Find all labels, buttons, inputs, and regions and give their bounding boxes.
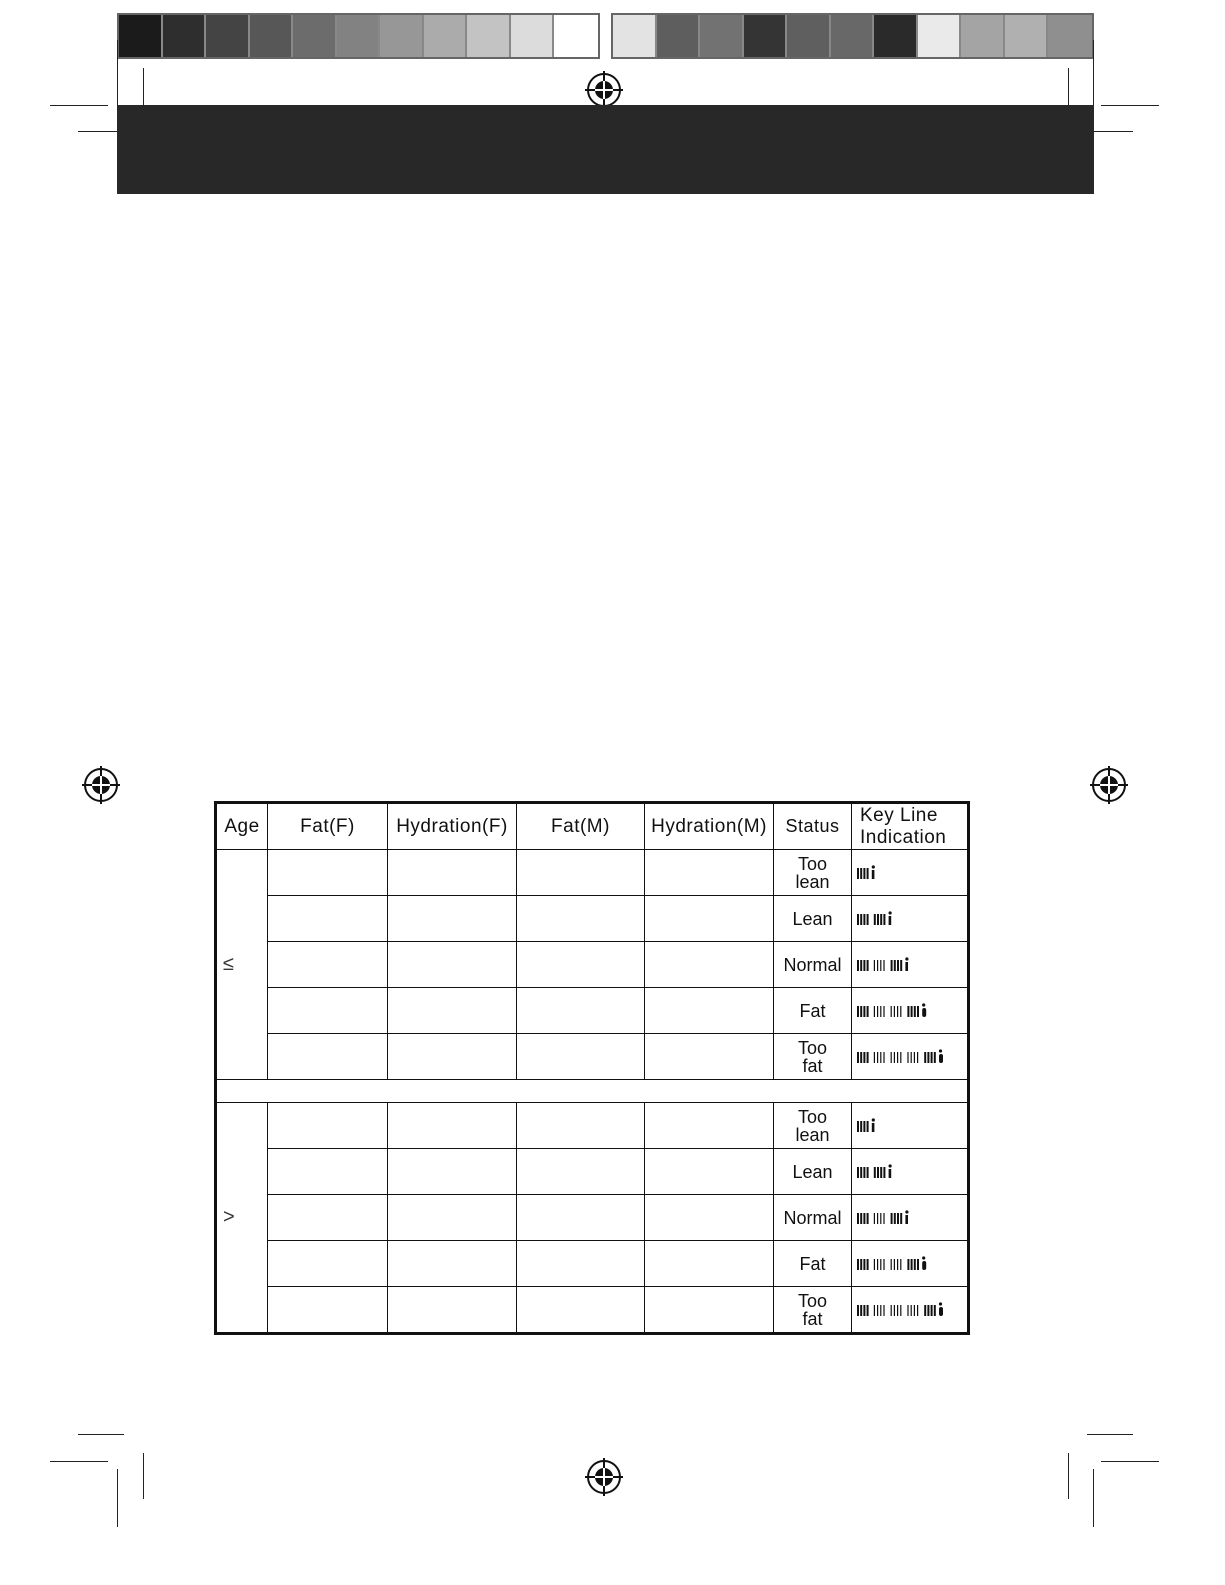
- fat-f-cell: [268, 1287, 388, 1334]
- key-line-bar: [911, 1006, 913, 1017]
- hydration-f-cell: [388, 1103, 517, 1149]
- key-line-bar: [931, 1305, 933, 1316]
- body-fat-table: [214, 801, 970, 1335]
- table-row: [216, 1195, 969, 1241]
- status-label: Normal: [783, 954, 842, 975]
- key-line-bar: [857, 1167, 859, 1178]
- key-line-bar: [877, 1052, 878, 1063]
- fat-f-cell: [268, 850, 388, 896]
- header-fat-m: Fat(M): [517, 803, 645, 850]
- key-line-bar: [863, 914, 865, 925]
- hydration-f-cell: [388, 988, 517, 1034]
- header-hydration-f: Hydration(F): [388, 803, 517, 850]
- color-swatch: [961, 15, 1005, 57]
- color-swatch: [380, 15, 424, 57]
- status-label: Normal: [783, 1207, 842, 1228]
- status-cell: [774, 1034, 852, 1080]
- table-row: [216, 942, 969, 988]
- fat-m-cell: [517, 850, 645, 896]
- color-swatch: [511, 15, 555, 57]
- key-line-bars-icon: [857, 911, 897, 927]
- key-line-bar: [880, 960, 881, 971]
- key-line-pointer: [889, 1169, 892, 1178]
- key-line-bar: [911, 1305, 912, 1316]
- key-line-bar: [867, 1213, 869, 1224]
- fat-f-cell: [268, 1034, 388, 1080]
- fat-m-cell: [517, 1241, 645, 1287]
- key-line-bar: [883, 1006, 884, 1017]
- key-line-bar: [857, 1259, 859, 1270]
- fat-f-cell: [268, 1149, 388, 1195]
- key-line-bar: [874, 1213, 875, 1224]
- age-symbol: >: [216, 1103, 268, 1334]
- fat-m-cell: [517, 1103, 645, 1149]
- crop-mark: [1101, 1461, 1159, 1462]
- key-line-bar: [857, 1305, 859, 1316]
- key-line-indicator: [852, 942, 969, 988]
- key-line-bar: [877, 1167, 879, 1178]
- key-line-bar: [860, 914, 862, 925]
- hydration-f-cell: [388, 942, 517, 988]
- key-line-bar: [867, 1052, 869, 1063]
- color-swatch: [744, 15, 788, 57]
- fat-m-cell: [517, 1287, 645, 1334]
- header-key-line: [852, 803, 969, 850]
- key-line-bar: [867, 960, 869, 971]
- status-cell: [774, 896, 852, 942]
- header-hydration-m: Hydration(M): [645, 803, 774, 850]
- color-swatch: [337, 15, 381, 57]
- key-line-bar: [894, 1213, 896, 1224]
- key-line-bar: [877, 960, 878, 971]
- key-line-bar: [907, 1052, 908, 1063]
- status-cell: [774, 1149, 852, 1195]
- key-line-bar: [891, 960, 893, 971]
- key-line-bar: [867, 1259, 869, 1270]
- key-line-bar: [927, 1052, 929, 1063]
- key-line-bar: [857, 960, 859, 971]
- key-line-pointer-dot: [872, 1119, 875, 1122]
- key-line-bar: [880, 1259, 881, 1270]
- crop-mark: [1101, 105, 1159, 106]
- key-line-bar: [894, 960, 896, 971]
- hydration-m-cell: [645, 850, 774, 896]
- color-swatch: [613, 15, 657, 57]
- header-banner: [117, 105, 1094, 194]
- key-line-bar: [900, 1305, 901, 1316]
- key-line-bar: [894, 1259, 895, 1270]
- key-line-bar: [877, 1305, 878, 1316]
- key-line-bar: [874, 1167, 876, 1178]
- status-cell: [774, 988, 852, 1034]
- key-line-bar: [891, 1259, 892, 1270]
- key-line-bar: [891, 1052, 892, 1063]
- key-line-bar: [897, 1006, 898, 1017]
- key-line-bar: [900, 1006, 901, 1017]
- key-line-bar: [883, 960, 884, 971]
- hydration-f-cell: [388, 1241, 517, 1287]
- fat-m-cell: [517, 988, 645, 1034]
- key-line-bar: [934, 1305, 936, 1316]
- color-swatch: [163, 15, 207, 57]
- key-line-bar: [911, 1052, 912, 1063]
- key-line-bar: [897, 1305, 898, 1316]
- crop-mark: [78, 1434, 124, 1435]
- key-line-bar: [874, 960, 875, 971]
- key-line-pointer: [872, 1123, 875, 1132]
- status-label-line-2: fat: [802, 1055, 823, 1076]
- header-key-line-1: Key Line: [860, 804, 938, 826]
- color-calibration-strip-left: [117, 13, 600, 59]
- key-line-bar: [860, 1167, 862, 1178]
- key-line-indicator: [852, 896, 969, 942]
- status-cell: [774, 1287, 852, 1334]
- key-line-indicator: [852, 1103, 969, 1149]
- header-age: Age: [216, 803, 268, 850]
- table-row: [216, 1149, 969, 1195]
- color-swatch: [874, 15, 918, 57]
- key-line-bars-icon: [857, 1003, 931, 1019]
- key-line-bar: [891, 1213, 893, 1224]
- key-line-pointer: [905, 1215, 908, 1224]
- key-line-bar: [914, 1052, 915, 1063]
- crop-mark: [50, 105, 108, 106]
- key-line-bar: [900, 1259, 901, 1270]
- status-label-line-2: lean: [795, 871, 830, 892]
- key-line-bar: [860, 1052, 862, 1063]
- status-cell: [774, 1241, 852, 1287]
- hydration-m-cell: [645, 1034, 774, 1080]
- hydration-m-cell: [645, 1287, 774, 1334]
- key-line-bar: [880, 1167, 882, 1178]
- key-line-bar: [863, 1213, 865, 1224]
- hydration-m-cell: [645, 988, 774, 1034]
- key-line-bar: [897, 960, 899, 971]
- table-row: [216, 1287, 969, 1334]
- key-line-bar: [863, 960, 865, 971]
- key-line-pointer: [939, 1054, 943, 1063]
- key-line-bar: [863, 1167, 865, 1178]
- key-line-bar: [877, 1006, 878, 1017]
- hydration-m-cell: [645, 1195, 774, 1241]
- table-row: [216, 988, 969, 1034]
- key-line-pointer-dot: [939, 1050, 942, 1053]
- key-line-bars-icon: [857, 1256, 931, 1272]
- hydration-m-cell: [645, 1103, 774, 1149]
- status-cell: [774, 1195, 852, 1241]
- key-line-bar: [883, 1167, 885, 1178]
- registration-mark-icon: [585, 1458, 623, 1496]
- status-cell: [774, 1103, 852, 1149]
- color-swatch: [831, 15, 875, 57]
- status-label: Too: [797, 1037, 828, 1058]
- crop-mark: [117, 40, 118, 112]
- key-line-bars-icon: [857, 1302, 948, 1318]
- fat-m-cell: [517, 1195, 645, 1241]
- key-line-pointer-dot: [905, 1211, 908, 1214]
- color-swatch: [700, 15, 744, 57]
- color-swatch: [250, 15, 294, 57]
- key-line-bar: [860, 960, 862, 971]
- key-line-bar: [934, 1052, 936, 1063]
- key-line-bars-icon: [857, 957, 914, 973]
- color-swatch: [119, 15, 163, 57]
- key-line-bar: [857, 1213, 859, 1224]
- key-line-bar: [863, 1121, 865, 1132]
- key-line-bar: [900, 1052, 901, 1063]
- hydration-f-cell: [388, 1034, 517, 1080]
- key-line-pointer-dot: [872, 866, 875, 869]
- key-line-bar: [883, 1213, 884, 1224]
- key-line-bar: [914, 1259, 916, 1270]
- key-line-bar: [891, 1006, 892, 1017]
- key-line-bar: [924, 1305, 926, 1316]
- key-line-pointer: [922, 1008, 926, 1017]
- key-line-bar: [867, 1305, 869, 1316]
- fat-f-cell: [268, 942, 388, 988]
- key-line-bar: [863, 1305, 865, 1316]
- key-line-bar: [860, 868, 862, 879]
- key-line-bar: [867, 1121, 869, 1132]
- table-row: [216, 850, 969, 896]
- status-cell: [774, 942, 852, 988]
- fat-f-cell: [268, 1103, 388, 1149]
- status-cell: [774, 850, 852, 896]
- key-line-bar: [867, 868, 869, 879]
- key-line-bar: [880, 1006, 881, 1017]
- key-line-bar: [874, 1305, 875, 1316]
- key-line-pointer-dot: [889, 912, 892, 915]
- color-swatch: [206, 15, 250, 57]
- key-line-bar: [907, 1006, 909, 1017]
- hydration-f-cell: [388, 896, 517, 942]
- key-line-bar: [914, 1006, 916, 1017]
- status-label: Too: [797, 1290, 828, 1311]
- crop-mark: [1093, 1469, 1094, 1527]
- color-swatch: [1048, 15, 1092, 57]
- color-swatch: [918, 15, 962, 57]
- fat-m-cell: [517, 1034, 645, 1080]
- key-line-bar: [907, 1259, 909, 1270]
- key-line-indicator: [852, 988, 969, 1034]
- registration-mark-icon: [585, 71, 623, 109]
- key-line-bar: [897, 1213, 899, 1224]
- key-line-bar: [907, 1305, 908, 1316]
- key-line-bars-icon: [857, 1049, 948, 1065]
- color-swatch: [293, 15, 337, 57]
- key-line-bar: [897, 1259, 898, 1270]
- table-header-row: [216, 803, 969, 850]
- key-line-bar: [891, 1305, 892, 1316]
- header-key-line-2: Indication: [860, 826, 947, 848]
- key-line-pointer-dot: [889, 1165, 892, 1168]
- key-line-indicator: [852, 1195, 969, 1241]
- separator-cell: [216, 1080, 969, 1103]
- key-line-bar: [917, 1006, 919, 1017]
- key-line-bar: [894, 1052, 895, 1063]
- key-line-bar: [883, 1259, 884, 1270]
- key-line-bar: [900, 1213, 902, 1224]
- status-label: Lean: [792, 1161, 833, 1182]
- fat-f-cell: [268, 1195, 388, 1241]
- key-line-indicator: [852, 1034, 969, 1080]
- key-line-bar: [883, 1052, 884, 1063]
- key-line-pointer-dot: [922, 1004, 925, 1007]
- key-line-pointer: [872, 870, 875, 879]
- status-label-line-2: fat: [802, 1308, 823, 1329]
- crop-mark: [117, 1469, 118, 1527]
- key-line-bar: [883, 914, 885, 925]
- key-line-bar: [874, 1006, 875, 1017]
- key-line-bars-icon: [857, 1210, 914, 1226]
- key-line-bar: [914, 1305, 915, 1316]
- status-label: Fat: [799, 1000, 826, 1021]
- key-line-indicator: [852, 1241, 969, 1287]
- fat-m-cell: [517, 896, 645, 942]
- table-row: [216, 896, 969, 942]
- key-line-indicator: [852, 1287, 969, 1334]
- key-line-bar: [874, 1259, 875, 1270]
- crop-mark: [143, 1453, 144, 1499]
- key-line-pointer-dot: [905, 958, 908, 961]
- hydration-m-cell: [645, 1149, 774, 1195]
- key-line-bar: [857, 914, 859, 925]
- key-line-bar: [874, 1052, 875, 1063]
- color-swatch: [424, 15, 468, 57]
- key-line-pointer: [922, 1261, 926, 1270]
- key-line-pointer-dot: [939, 1303, 942, 1306]
- age-symbol: ≤: [216, 850, 268, 1080]
- color-swatch: [467, 15, 511, 57]
- crop-mark: [1093, 40, 1094, 112]
- hydration-f-cell: [388, 1195, 517, 1241]
- group-separator-row: [216, 1080, 969, 1103]
- color-swatch: [657, 15, 701, 57]
- key-line-bars-icon: [857, 865, 880, 881]
- status-label: Lean: [792, 908, 833, 929]
- key-line-bar: [860, 1259, 862, 1270]
- key-line-indicator: [852, 1149, 969, 1195]
- key-line-bar: [917, 1259, 919, 1270]
- key-line-bar: [867, 914, 869, 925]
- key-line-bar: [857, 1006, 859, 1017]
- registration-mark-icon: [1090, 766, 1128, 804]
- key-line-bar: [883, 1305, 884, 1316]
- key-line-bar: [863, 868, 865, 879]
- header-fat-f: Fat(F): [268, 803, 388, 850]
- key-line-bar: [880, 914, 882, 925]
- fat-f-cell: [268, 988, 388, 1034]
- key-line-bars-icon: [857, 1118, 880, 1134]
- key-line-bar: [927, 1305, 929, 1316]
- status-label: Too: [797, 853, 828, 874]
- key-line-bar: [857, 868, 859, 879]
- key-line-bar: [860, 1006, 862, 1017]
- table-row: [216, 1241, 969, 1287]
- crop-mark: [1068, 1453, 1069, 1499]
- fat-m-cell: [517, 942, 645, 988]
- color-swatch: [787, 15, 831, 57]
- key-line-bar: [874, 914, 876, 925]
- key-line-pointer: [905, 962, 908, 971]
- hydration-m-cell: [645, 1241, 774, 1287]
- key-line-bar: [880, 1213, 881, 1224]
- key-line-bar: [894, 1006, 895, 1017]
- key-line-bar: [867, 1167, 869, 1178]
- registration-mark-icon: [82, 766, 120, 804]
- status-label-line-2: lean: [795, 1124, 830, 1145]
- crop-mark: [50, 1461, 108, 1462]
- key-line-bar: [857, 1052, 859, 1063]
- status-label: Too: [797, 1106, 828, 1127]
- hydration-f-cell: [388, 850, 517, 896]
- key-line-pointer: [889, 916, 892, 925]
- key-line-bar: [877, 1213, 878, 1224]
- key-line-bar: [900, 960, 902, 971]
- key-line-bar: [857, 1121, 859, 1132]
- key-line-pointer-dot: [922, 1257, 925, 1260]
- key-line-bar: [877, 1259, 878, 1270]
- key-line-pointer: [939, 1307, 943, 1316]
- fat-m-cell: [517, 1149, 645, 1195]
- key-line-bar: [880, 1305, 881, 1316]
- fat-f-cell: [268, 1241, 388, 1287]
- header-status: Status: [774, 803, 852, 850]
- key-line-bars-icon: [857, 1164, 897, 1180]
- status-label: Fat: [799, 1253, 826, 1274]
- table-row: [216, 1103, 969, 1149]
- key-line-bar: [897, 1052, 898, 1063]
- key-line-bar: [931, 1052, 933, 1063]
- key-line-bar: [860, 1121, 862, 1132]
- key-line-bar: [917, 1305, 918, 1316]
- key-line-bar: [917, 1052, 918, 1063]
- key-line-bar: [860, 1213, 862, 1224]
- key-line-bar: [867, 1006, 869, 1017]
- hydration-m-cell: [645, 896, 774, 942]
- key-line-bar: [877, 914, 879, 925]
- color-swatch: [554, 15, 598, 57]
- crop-mark: [1087, 1434, 1133, 1435]
- hydration-f-cell: [388, 1149, 517, 1195]
- key-line-bar: [863, 1006, 865, 1017]
- key-line-bar: [880, 1052, 881, 1063]
- key-line-bar: [863, 1259, 865, 1270]
- key-line-bar: [894, 1305, 895, 1316]
- color-swatch: [1005, 15, 1049, 57]
- key-line-bar: [863, 1052, 865, 1063]
- key-line-indicator: [852, 850, 969, 896]
- hydration-m-cell: [645, 942, 774, 988]
- fat-f-cell: [268, 896, 388, 942]
- hydration-f-cell: [388, 1287, 517, 1334]
- key-line-bar: [860, 1305, 862, 1316]
- key-line-bar: [911, 1259, 913, 1270]
- table-row: [216, 1034, 969, 1080]
- color-calibration-strip-right: [611, 13, 1094, 59]
- key-line-bar: [924, 1052, 926, 1063]
